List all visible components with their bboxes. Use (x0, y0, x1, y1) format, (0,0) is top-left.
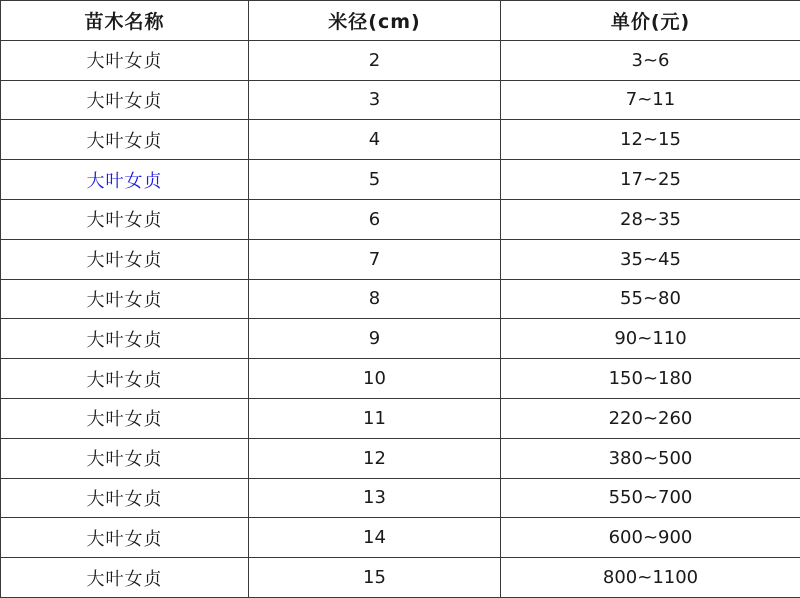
table-row (1, 558, 800, 598)
cell-price: 380~500 (501, 438, 800, 478)
cell-diameter: 9 (249, 319, 501, 359)
cell-diameter: 12 (249, 438, 501, 478)
table-row (1, 478, 800, 518)
cell-price: 550~700 (501, 478, 800, 518)
table-row (1, 160, 800, 200)
table-row (1, 319, 800, 359)
cell-plant-name: 大叶女贞 (1, 558, 249, 598)
table-row (1, 40, 800, 80)
cell-price: 220~260 (501, 398, 800, 438)
cell-price: 17~25 (501, 160, 800, 200)
cell-diameter: 4 (249, 120, 501, 160)
cell-diameter: 3 (249, 80, 501, 120)
cell-diameter: 7 (249, 239, 501, 279)
cell-plant-name: 大叶女贞 (1, 359, 249, 399)
cell-price: 90~110 (501, 319, 800, 359)
cell-diameter: 14 (249, 518, 501, 558)
cell-price: 28~35 (501, 199, 800, 239)
cell-diameter: 10 (249, 359, 501, 399)
table-row (1, 239, 800, 279)
cell-price: 7~11 (501, 80, 800, 120)
cell-plant-name: 大叶女贞 (1, 438, 249, 478)
column-header-diameter: 米径(cm) (249, 1, 501, 41)
cell-plant-name: 大叶女贞 (1, 478, 249, 518)
cell-plant-name: 大叶女贞 (1, 279, 249, 319)
cell-diameter: 13 (249, 478, 501, 518)
table-row (1, 518, 800, 558)
table-row (1, 438, 800, 478)
cell-plant-name: 大叶女贞 (1, 319, 249, 359)
cell-plant-name: 大叶女贞 (1, 398, 249, 438)
cell-plant-name: 大叶女贞 (1, 518, 249, 558)
cell-plant-name: 大叶女贞 (1, 40, 249, 80)
table-row (1, 398, 800, 438)
table-header-row (1, 1, 800, 41)
cell-price: 600~900 (501, 518, 800, 558)
cell-price: 800~1100 (501, 558, 800, 598)
cell-plant-name[interactable]: 大叶女贞 (1, 160, 249, 200)
cell-price: 35~45 (501, 239, 800, 279)
cell-plant-name: 大叶女贞 (1, 80, 249, 120)
cell-price: 12~15 (501, 120, 800, 160)
table-row (1, 199, 800, 239)
cell-plant-name: 大叶女贞 (1, 239, 249, 279)
cell-diameter: 6 (249, 199, 501, 239)
table-row (1, 120, 800, 160)
table-body (1, 40, 800, 597)
column-header-price: 单价(元) (501, 1, 800, 41)
cell-price: 150~180 (501, 359, 800, 399)
table-header (1, 1, 800, 41)
cell-price: 3~6 (501, 40, 800, 80)
table-row (1, 279, 800, 319)
cell-diameter: 8 (249, 279, 501, 319)
cell-diameter: 15 (249, 558, 501, 598)
cell-plant-name: 大叶女贞 (1, 199, 249, 239)
cell-price: 55~80 (501, 279, 800, 319)
table-row (1, 80, 800, 120)
cell-diameter: 11 (249, 398, 501, 438)
cell-plant-name: 大叶女贞 (1, 120, 249, 160)
cell-diameter: 2 (249, 40, 501, 80)
column-header-name: 苗木名称 (1, 1, 249, 41)
cell-diameter: 5 (249, 160, 501, 200)
table-row (1, 359, 800, 399)
